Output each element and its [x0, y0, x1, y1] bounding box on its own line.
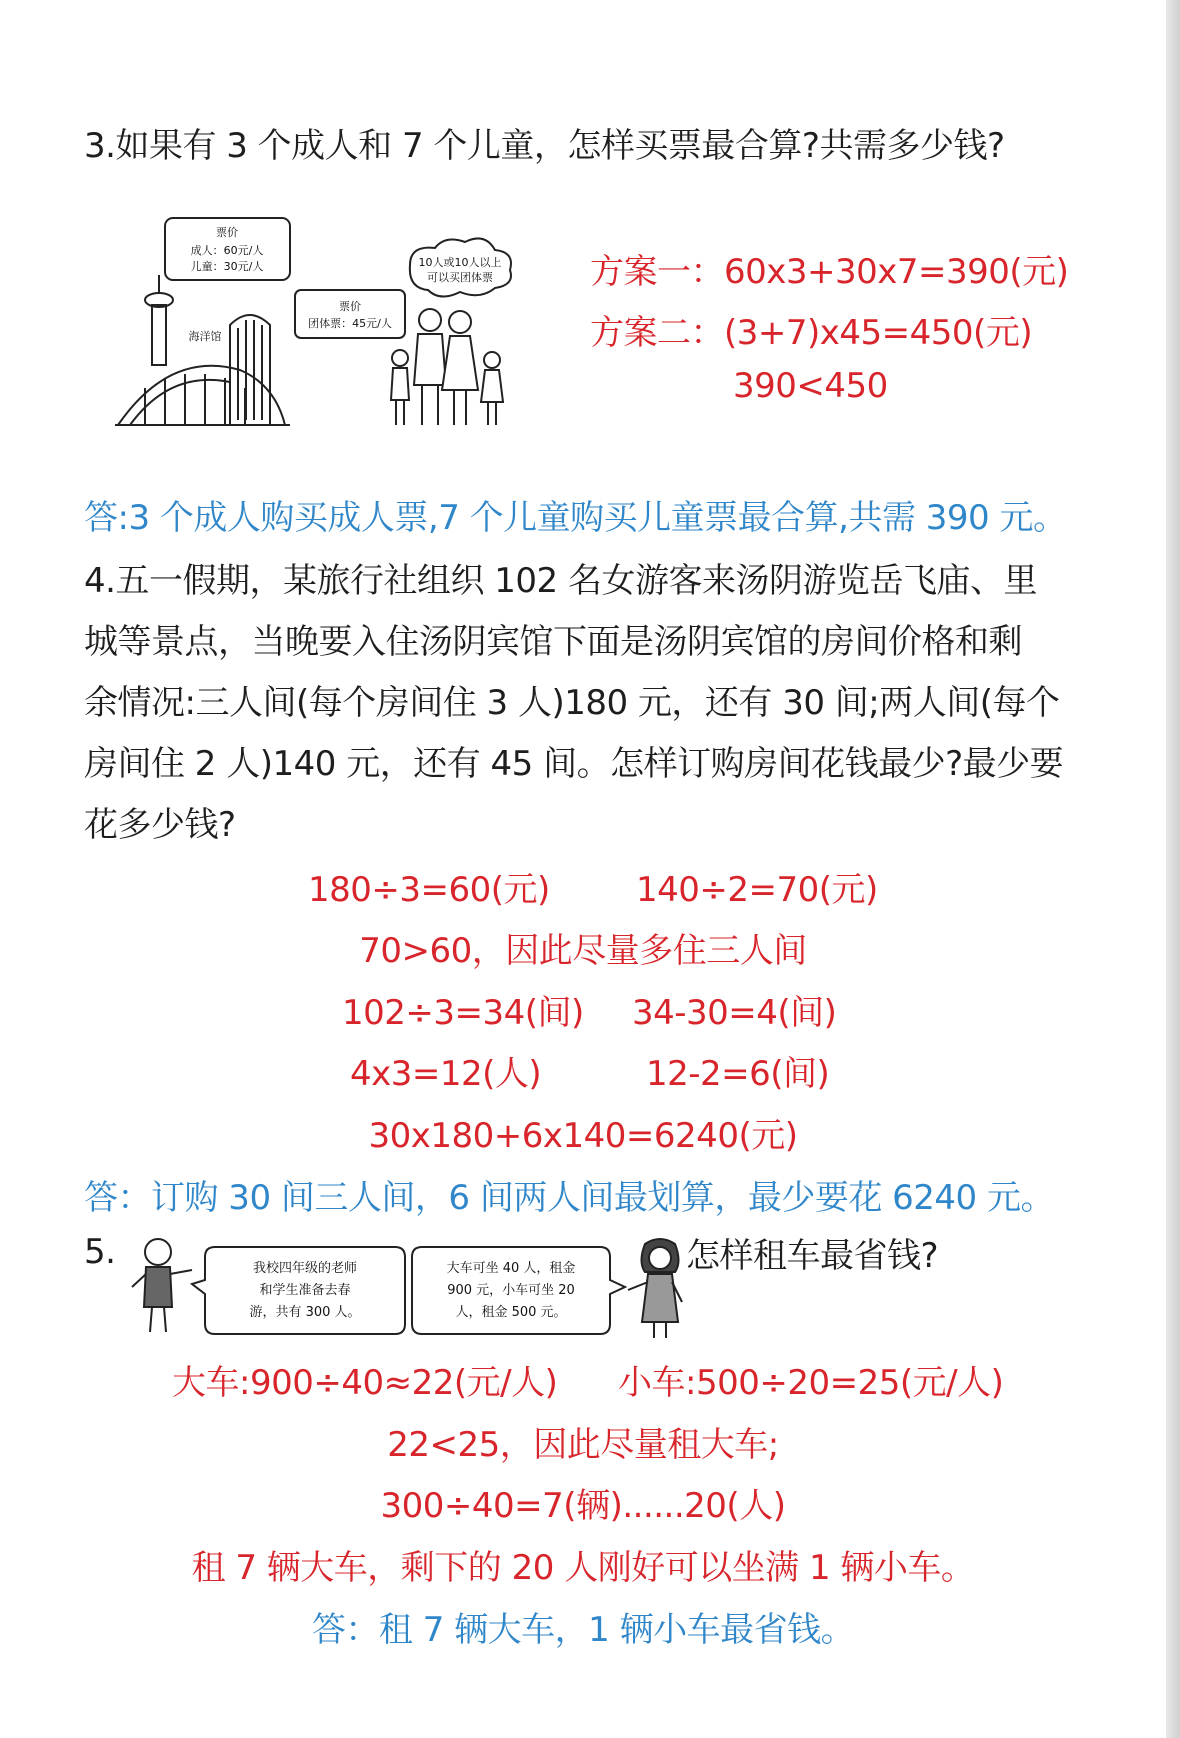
q3-answer: 答:3 个成人购买成人票,7 个儿童购买儿童票最合算,共需 390 元。 [84, 498, 1067, 538]
bubble2-line1: 大车可坐 40 人，租金 [446, 1261, 576, 1276]
q5-illustration [130, 1232, 690, 1342]
q5-calc1b: 小车:500÷20=25(元/人) [618, 1363, 1004, 1403]
bubble1-line1: 我校四年级的老师 [252, 1261, 358, 1276]
q4-calc1b: 140÷2=70(元) [636, 870, 878, 910]
sign1-adult: 成人：60元/人 [190, 244, 264, 257]
bubble1-line3: 游，共有 300 人。 [249, 1305, 361, 1320]
q4-line-1: 4.五一假期，某旅行社组织 102 名女游客来汤阴游览岳飞庙、里 [84, 561, 1037, 601]
bubble2-line2: 900 元，小车可坐 20 [447, 1283, 575, 1298]
q5-calc2: 22<25，因此尽量租大车; [387, 1425, 779, 1465]
q3-compare: 390<450 [733, 366, 888, 406]
speech-line1: 10人或10人以上 [418, 256, 502, 269]
q3-plan1: 方案一：60x3+30x7=390(元) [590, 252, 1069, 292]
q3-plan2: 方案二：(3+7)x45=450(元) [590, 313, 1033, 353]
q4-calc4a: 4x3=12(人) [350, 1054, 542, 1094]
sign1-title: 票价 [216, 226, 238, 239]
q5-calc3: 300÷40=7(辆)......20(人) [380, 1486, 786, 1526]
building-label: 海洋馆 [188, 330, 222, 343]
q5-number: 5. [84, 1232, 116, 1272]
q3-illustration [110, 210, 570, 440]
boy-icon [132, 1239, 192, 1332]
q4-line-3: 余情况:三人间(每个房间住 3 人)180 元，还有 30 间;两人间(每个 [84, 683, 1060, 723]
speech-line2: 可以买团体票 [427, 271, 493, 284]
sign2-group: 团体票：45元/人 [308, 317, 392, 330]
bubble1-line2: 和学生准备去春 [259, 1283, 351, 1298]
bubble2-line3: 人，租金 500 元。 [455, 1305, 567, 1320]
q4-answer: 答：订购 30 间三人间，6 间两人间最划算，最少要花 6240 元。 [84, 1178, 1054, 1218]
q5-calc1a: 大车:900÷40≈22(元/人) [172, 1363, 558, 1403]
sign1-child: 儿童：30元/人 [190, 260, 264, 273]
page-edge-shadow [1166, 0, 1180, 1738]
girl-icon [628, 1239, 682, 1338]
q4-calc5: 30x180+6x140=6240(元) [368, 1116, 798, 1156]
q5-answer: 答：租 7 辆大车，1 辆小车最省钱。 [311, 1610, 855, 1650]
family-icon [391, 309, 503, 425]
q4-calc2: 70>60，因此尽量多住三人间 [359, 931, 807, 971]
q4-line-2: 城等景点，当晚要入住汤阴宾馆下面是汤阴宾馆的房间价格和剩 [84, 622, 1022, 662]
q5-question: 怎样租车最省钱? [686, 1236, 939, 1276]
q4-calc4b: 12-2=6(间) [646, 1054, 830, 1094]
sign2-title: 票价 [339, 300, 361, 313]
q4-calc3a: 102÷3=34(间) [342, 993, 584, 1033]
q4-calc1a: 180÷3=60(元) [308, 870, 550, 910]
price-sign-group [295, 290, 405, 338]
q5-calc4: 租 7 辆大车，剩下的 20 人刚好可以坐满 1 辆小车。 [191, 1548, 975, 1588]
q3-question: 3.如果有 3 个成人和 7 个儿童，怎样买票最合算?共需多少钱? [84, 126, 1005, 166]
q4-line-4: 房间住 2 人)140 元，还有 45 间。怎样订购房间花钱最少?最少要 [84, 744, 1064, 784]
q4-calc3b: 34-30=4(间) [632, 993, 837, 1033]
aquarium-building-icon [115, 275, 290, 425]
q4-line-5: 花多少钱? [84, 805, 236, 845]
